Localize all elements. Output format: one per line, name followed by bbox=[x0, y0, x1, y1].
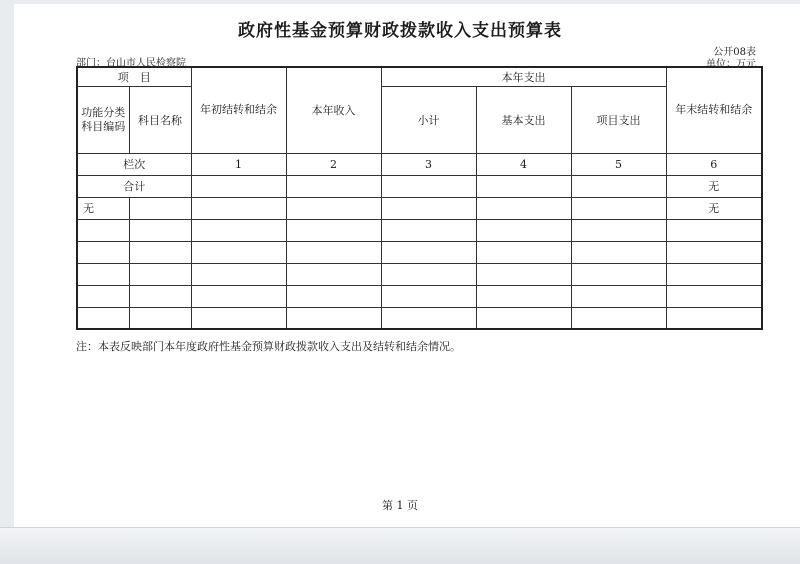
table-cell bbox=[476, 219, 571, 241]
table-cell bbox=[476, 175, 571, 197]
table-cell bbox=[191, 175, 286, 197]
table-cell: 无 bbox=[666, 197, 762, 219]
table-cell bbox=[191, 219, 286, 241]
table-cell bbox=[381, 175, 476, 197]
table-cell: 无 bbox=[666, 175, 762, 197]
table-cell bbox=[571, 219, 666, 241]
table-cell bbox=[381, 241, 476, 263]
department-label: 部门：台山市人民检察院 bbox=[76, 58, 186, 69]
table-cell bbox=[571, 285, 666, 307]
table-cell bbox=[571, 263, 666, 285]
table-cell bbox=[476, 197, 571, 219]
subject-name-cell bbox=[129, 263, 191, 285]
unit-label: 单位：万元 bbox=[706, 59, 756, 70]
table-cell bbox=[476, 263, 571, 285]
header-subject-name: 科目名称 bbox=[129, 86, 191, 153]
header-current-income: 本年收入 bbox=[286, 67, 381, 153]
func-code-cell bbox=[77, 241, 129, 263]
subject-name-cell bbox=[129, 219, 191, 241]
total-label: 合计 bbox=[77, 175, 191, 197]
table-cell bbox=[571, 175, 666, 197]
table-cell bbox=[381, 219, 476, 241]
column-index: 2 bbox=[286, 153, 381, 175]
scan-bottom-edge bbox=[0, 527, 800, 564]
table-cell bbox=[666, 241, 762, 263]
header-project-expense: 项目支出 bbox=[571, 86, 666, 153]
table-row bbox=[77, 197, 762, 219]
table-row bbox=[77, 307, 762, 329]
column-index: 3 bbox=[381, 153, 476, 175]
subject-name-cell bbox=[129, 307, 191, 329]
header-current-expense: 本年支出 bbox=[381, 67, 666, 86]
table-row bbox=[77, 219, 762, 241]
table-cell bbox=[191, 197, 286, 219]
table-row bbox=[77, 241, 762, 263]
header-func-code: 功能分类科目编码 bbox=[77, 86, 129, 153]
subject-name-cell bbox=[129, 241, 191, 263]
table-cell bbox=[476, 241, 571, 263]
table-cell bbox=[286, 241, 381, 263]
header-ending-balance: 年末结转和结余 bbox=[666, 67, 762, 153]
table-cell bbox=[286, 263, 381, 285]
column-index-label: 栏次 bbox=[77, 153, 191, 175]
table-cell bbox=[286, 307, 381, 329]
table-cell bbox=[666, 307, 762, 329]
header-beginning-balance: 年初结转和结余 bbox=[191, 67, 286, 153]
table-cell bbox=[666, 285, 762, 307]
table-cell bbox=[191, 241, 286, 263]
table-row bbox=[77, 285, 762, 307]
table-cell bbox=[476, 285, 571, 307]
total-row bbox=[77, 175, 762, 197]
table-cell bbox=[191, 285, 286, 307]
func-code-cell bbox=[77, 219, 129, 241]
table-cell bbox=[286, 197, 381, 219]
func-code-cell bbox=[77, 307, 129, 329]
table-cell bbox=[571, 197, 666, 219]
header-basic-expense: 基本支出 bbox=[476, 86, 571, 153]
column-index: 4 bbox=[476, 153, 571, 175]
table-cell bbox=[286, 175, 381, 197]
column-index-row bbox=[77, 153, 762, 175]
table-note: 注：本表反映部门本年度政府性基金预算财政拨款收入支出及结转和结余情况。 bbox=[76, 340, 461, 353]
table-row bbox=[77, 263, 762, 285]
func-code-cell bbox=[77, 263, 129, 285]
table-cell bbox=[381, 285, 476, 307]
header-item: 项 目 bbox=[77, 67, 191, 86]
table-cell bbox=[666, 219, 762, 241]
page-number: 第 1 页 bbox=[382, 499, 418, 512]
subject-name-cell bbox=[129, 197, 191, 219]
table-cell bbox=[381, 263, 476, 285]
subject-name-cell bbox=[129, 285, 191, 307]
table-cell bbox=[191, 307, 286, 329]
table-cell bbox=[571, 307, 666, 329]
header-subtotal: 小计 bbox=[381, 86, 476, 153]
table-cell bbox=[191, 263, 286, 285]
form-code: 公开08表 bbox=[713, 47, 756, 58]
table-cell bbox=[381, 197, 476, 219]
func-code-cell bbox=[77, 285, 129, 307]
table-cell bbox=[381, 307, 476, 329]
table-cell bbox=[571, 241, 666, 263]
table-cell bbox=[286, 285, 381, 307]
table-cell bbox=[476, 307, 571, 329]
budget-table bbox=[76, 66, 763, 330]
column-index: 5 bbox=[571, 153, 666, 175]
table-cell bbox=[286, 219, 381, 241]
table-cell bbox=[666, 263, 762, 285]
column-index: 6 bbox=[666, 153, 762, 175]
column-index: 1 bbox=[191, 153, 286, 175]
func-code-cell: 无 bbox=[77, 197, 129, 219]
page-title: 政府性基金预算财政拨款收入支出预算表 bbox=[238, 21, 562, 41]
